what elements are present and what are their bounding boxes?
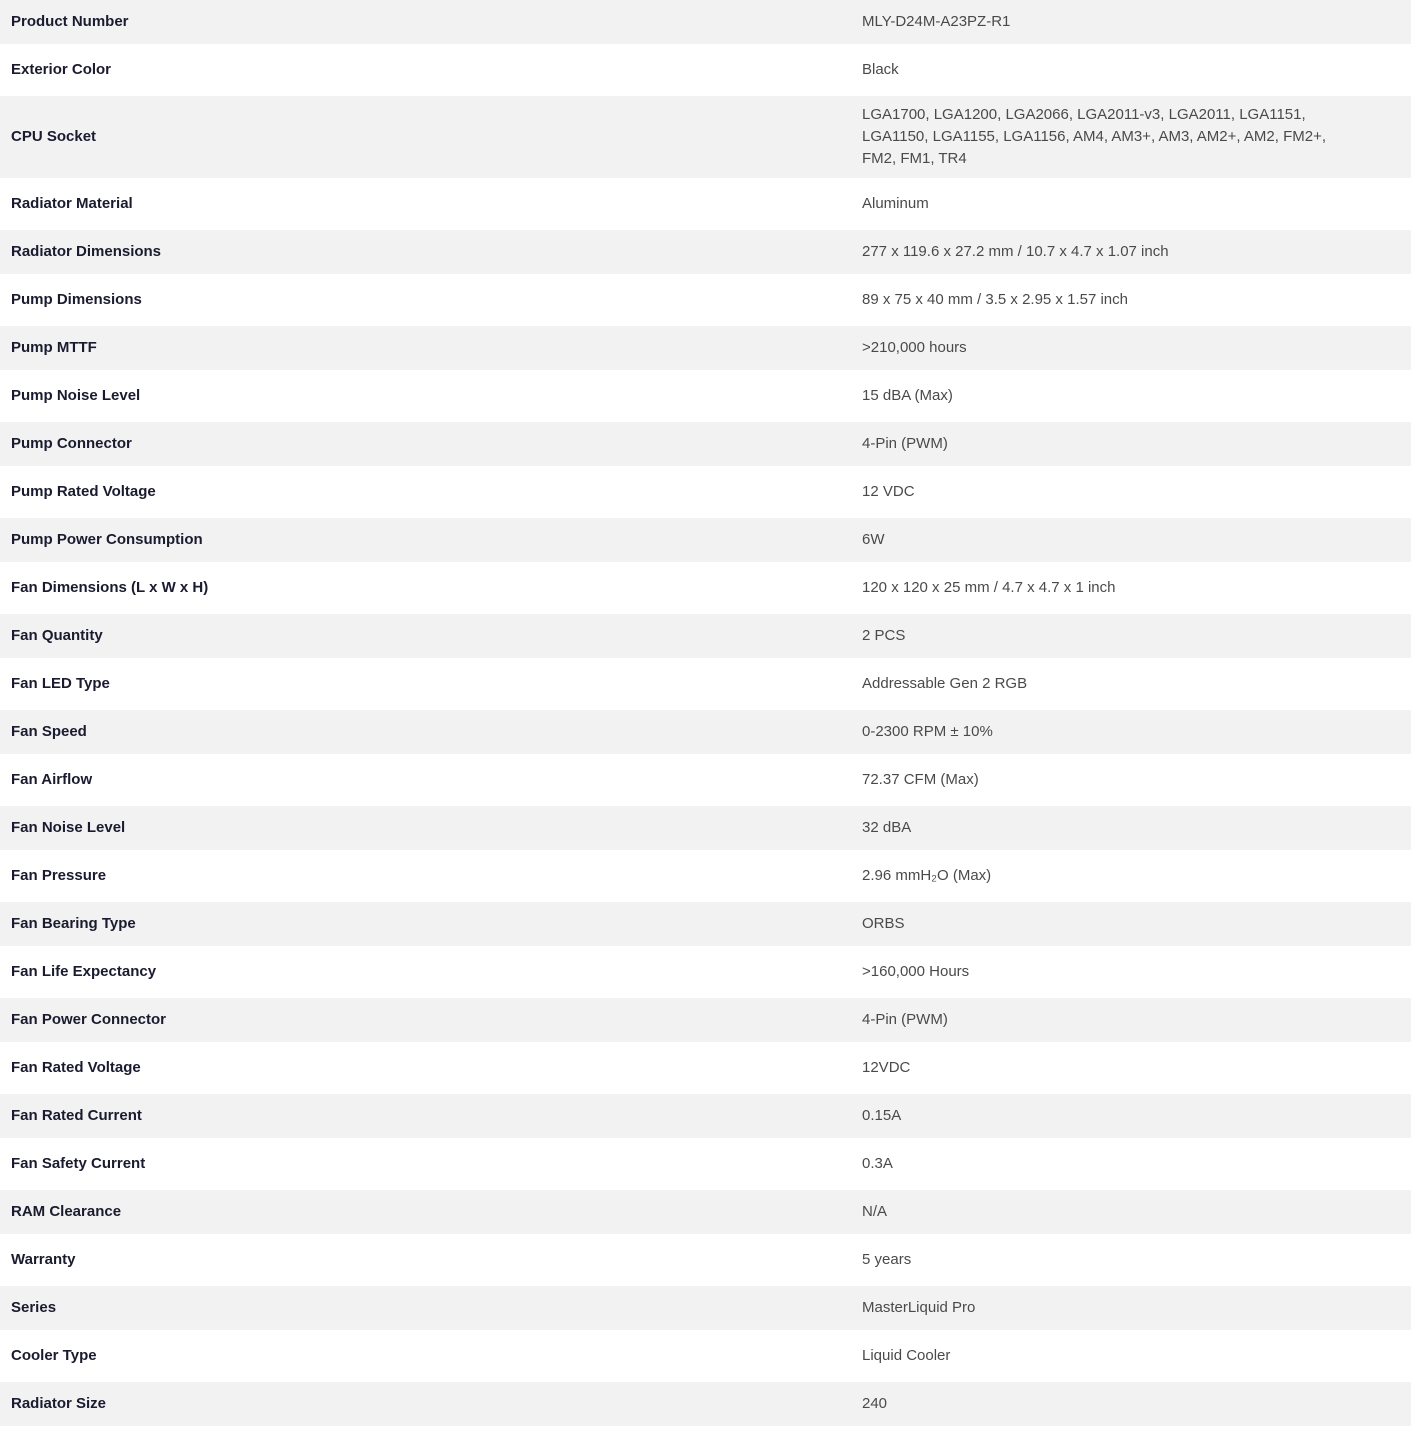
spec-label: RAM Clearance: [11, 1203, 122, 1220]
spec-label: Fan Rated Voltage: [11, 1059, 141, 1076]
spec-value: >160,000 Hours: [862, 963, 970, 980]
spec-label: Fan Speed: [11, 723, 87, 740]
spec-row: [0, 1190, 1411, 1238]
spec-value: 4-Pin (PWM): [862, 435, 948, 452]
spec-label: Warranty: [11, 1251, 76, 1268]
spec-row: [0, 1334, 1411, 1382]
spec-value: 72.37 CFM (Max): [862, 771, 979, 788]
spec-label: Pump Power Consumption: [11, 531, 203, 548]
spec-value: 0.15A: [862, 1107, 902, 1124]
spec-label: Cooler Type: [11, 1347, 97, 1364]
spec-label: CPU Socket: [11, 128, 97, 145]
spec-label: Pump MTTF: [11, 339, 97, 356]
spec-label: Pump Connector: [11, 435, 132, 452]
spec-value: Liquid Cooler: [862, 1347, 951, 1364]
spec-row: [0, 230, 1411, 278]
spec-row: [0, 518, 1411, 566]
spec-label: Fan Airflow: [11, 771, 93, 788]
spec-label: Product Number: [11, 13, 129, 30]
spec-label: Fan LED Type: [11, 675, 110, 692]
spec-value: N/A: [862, 1203, 888, 1220]
spec-label: Fan Life Expectancy: [11, 963, 157, 980]
spec-row: [0, 998, 1411, 1046]
spec-value: LGA1700, LGA1200, LGA2066, LGA2011-v3, LGA2011, LGA1151, LGA1150, LGA1155, LGA1156, AM4, AM3+, AM3, AM2+, AM2, FM2+, FM2, FM1, TR4: [862, 106, 1327, 167]
spec-label: Radiator Size: [11, 1395, 107, 1412]
spec-row: [0, 1382, 1411, 1430]
spec-row: [0, 1094, 1411, 1142]
spec-value: Black: [862, 61, 899, 78]
spec-row: [0, 950, 1411, 998]
spec-value: 6W: [862, 531, 885, 548]
spec-label: Radiator Dimensions: [11, 243, 162, 260]
spec-label: Fan Rated Current: [11, 1107, 142, 1124]
spec-row: [0, 182, 1411, 230]
spec-row: [0, 326, 1411, 374]
spec-row: [0, 710, 1411, 758]
spec-value: 240: [862, 1395, 888, 1412]
spec-label: Pump Dimensions: [11, 291, 142, 308]
spec-row: [0, 1046, 1411, 1094]
spec-row: [0, 1142, 1411, 1190]
spec-value: 2.96 mmH₂O (Max): [862, 867, 992, 884]
spec-value: 12 VDC: [862, 483, 915, 500]
spec-value: 4-Pin (PWM): [862, 1011, 948, 1028]
spec-row: [0, 758, 1411, 806]
spec-label: Pump Rated Voltage: [11, 483, 156, 500]
spec-value: 89 x 75 x 40 mm / 3.5 x 2.95 x 1.57 inch: [862, 291, 1128, 308]
spec-row: [0, 614, 1411, 662]
spec-label: Radiator Material: [11, 195, 133, 212]
spec-value: Aluminum: [862, 195, 929, 212]
spec-row: [0, 48, 1411, 96]
spec-value: 32 dBA: [862, 819, 912, 836]
spec-label: Fan Noise Level: [11, 819, 126, 836]
spec-row: [0, 1238, 1411, 1286]
spec-value: MasterLiquid Pro: [862, 1299, 976, 1316]
spec-label: Pump Noise Level: [11, 387, 141, 404]
spec-label: Series: [11, 1299, 57, 1316]
spec-value: Addressable Gen 2 RGB: [862, 675, 1028, 692]
spec-value: 0-2300 RPM ± 10%: [862, 723, 993, 740]
spec-value: 277 x 119.6 x 27.2 mm / 10.7 x 4.7 x 1.07 inch: [862, 243, 1169, 260]
spec-value: ORBS: [862, 915, 905, 932]
spec-row: [0, 854, 1411, 902]
spec-row: [0, 902, 1411, 950]
spec-label: Fan Bearing Type: [11, 915, 136, 932]
spec-row: [0, 1286, 1411, 1334]
spec-row: [0, 0, 1411, 48]
spec-row: [0, 806, 1411, 854]
spec-row: [0, 96, 1411, 182]
spec-value: 12VDC: [862, 1059, 911, 1076]
spec-value: 15 dBA (Max): [862, 387, 953, 404]
spec-label: Exterior Color: [11, 61, 112, 78]
spec-label: Fan Dimensions (L x W x H): [11, 579, 209, 596]
spec-label: Fan Safety Current: [11, 1155, 146, 1172]
spec-row: [0, 278, 1411, 326]
spec-label: Fan Pressure: [11, 867, 107, 884]
spec-value: MLY-D24M-A23PZ-R1: [862, 13, 1011, 30]
spec-row: [0, 422, 1411, 470]
spec-value: 2 PCS: [862, 627, 906, 644]
spec-value: >210,000 hours: [862, 339, 967, 356]
spec-label: Fan Power Connector: [11, 1011, 167, 1028]
spec-row: [0, 470, 1411, 518]
spec-row: [0, 374, 1411, 422]
spec-value: 0.3A: [862, 1155, 893, 1172]
spec-value: 120 x 120 x 25 mm / 4.7 x 4.7 x 1 inch: [862, 579, 1116, 596]
spec-value: 5 years: [862, 1251, 912, 1268]
spec-row: [0, 566, 1411, 614]
spec-row: [0, 662, 1411, 710]
spec-label: Fan Quantity: [11, 627, 103, 644]
